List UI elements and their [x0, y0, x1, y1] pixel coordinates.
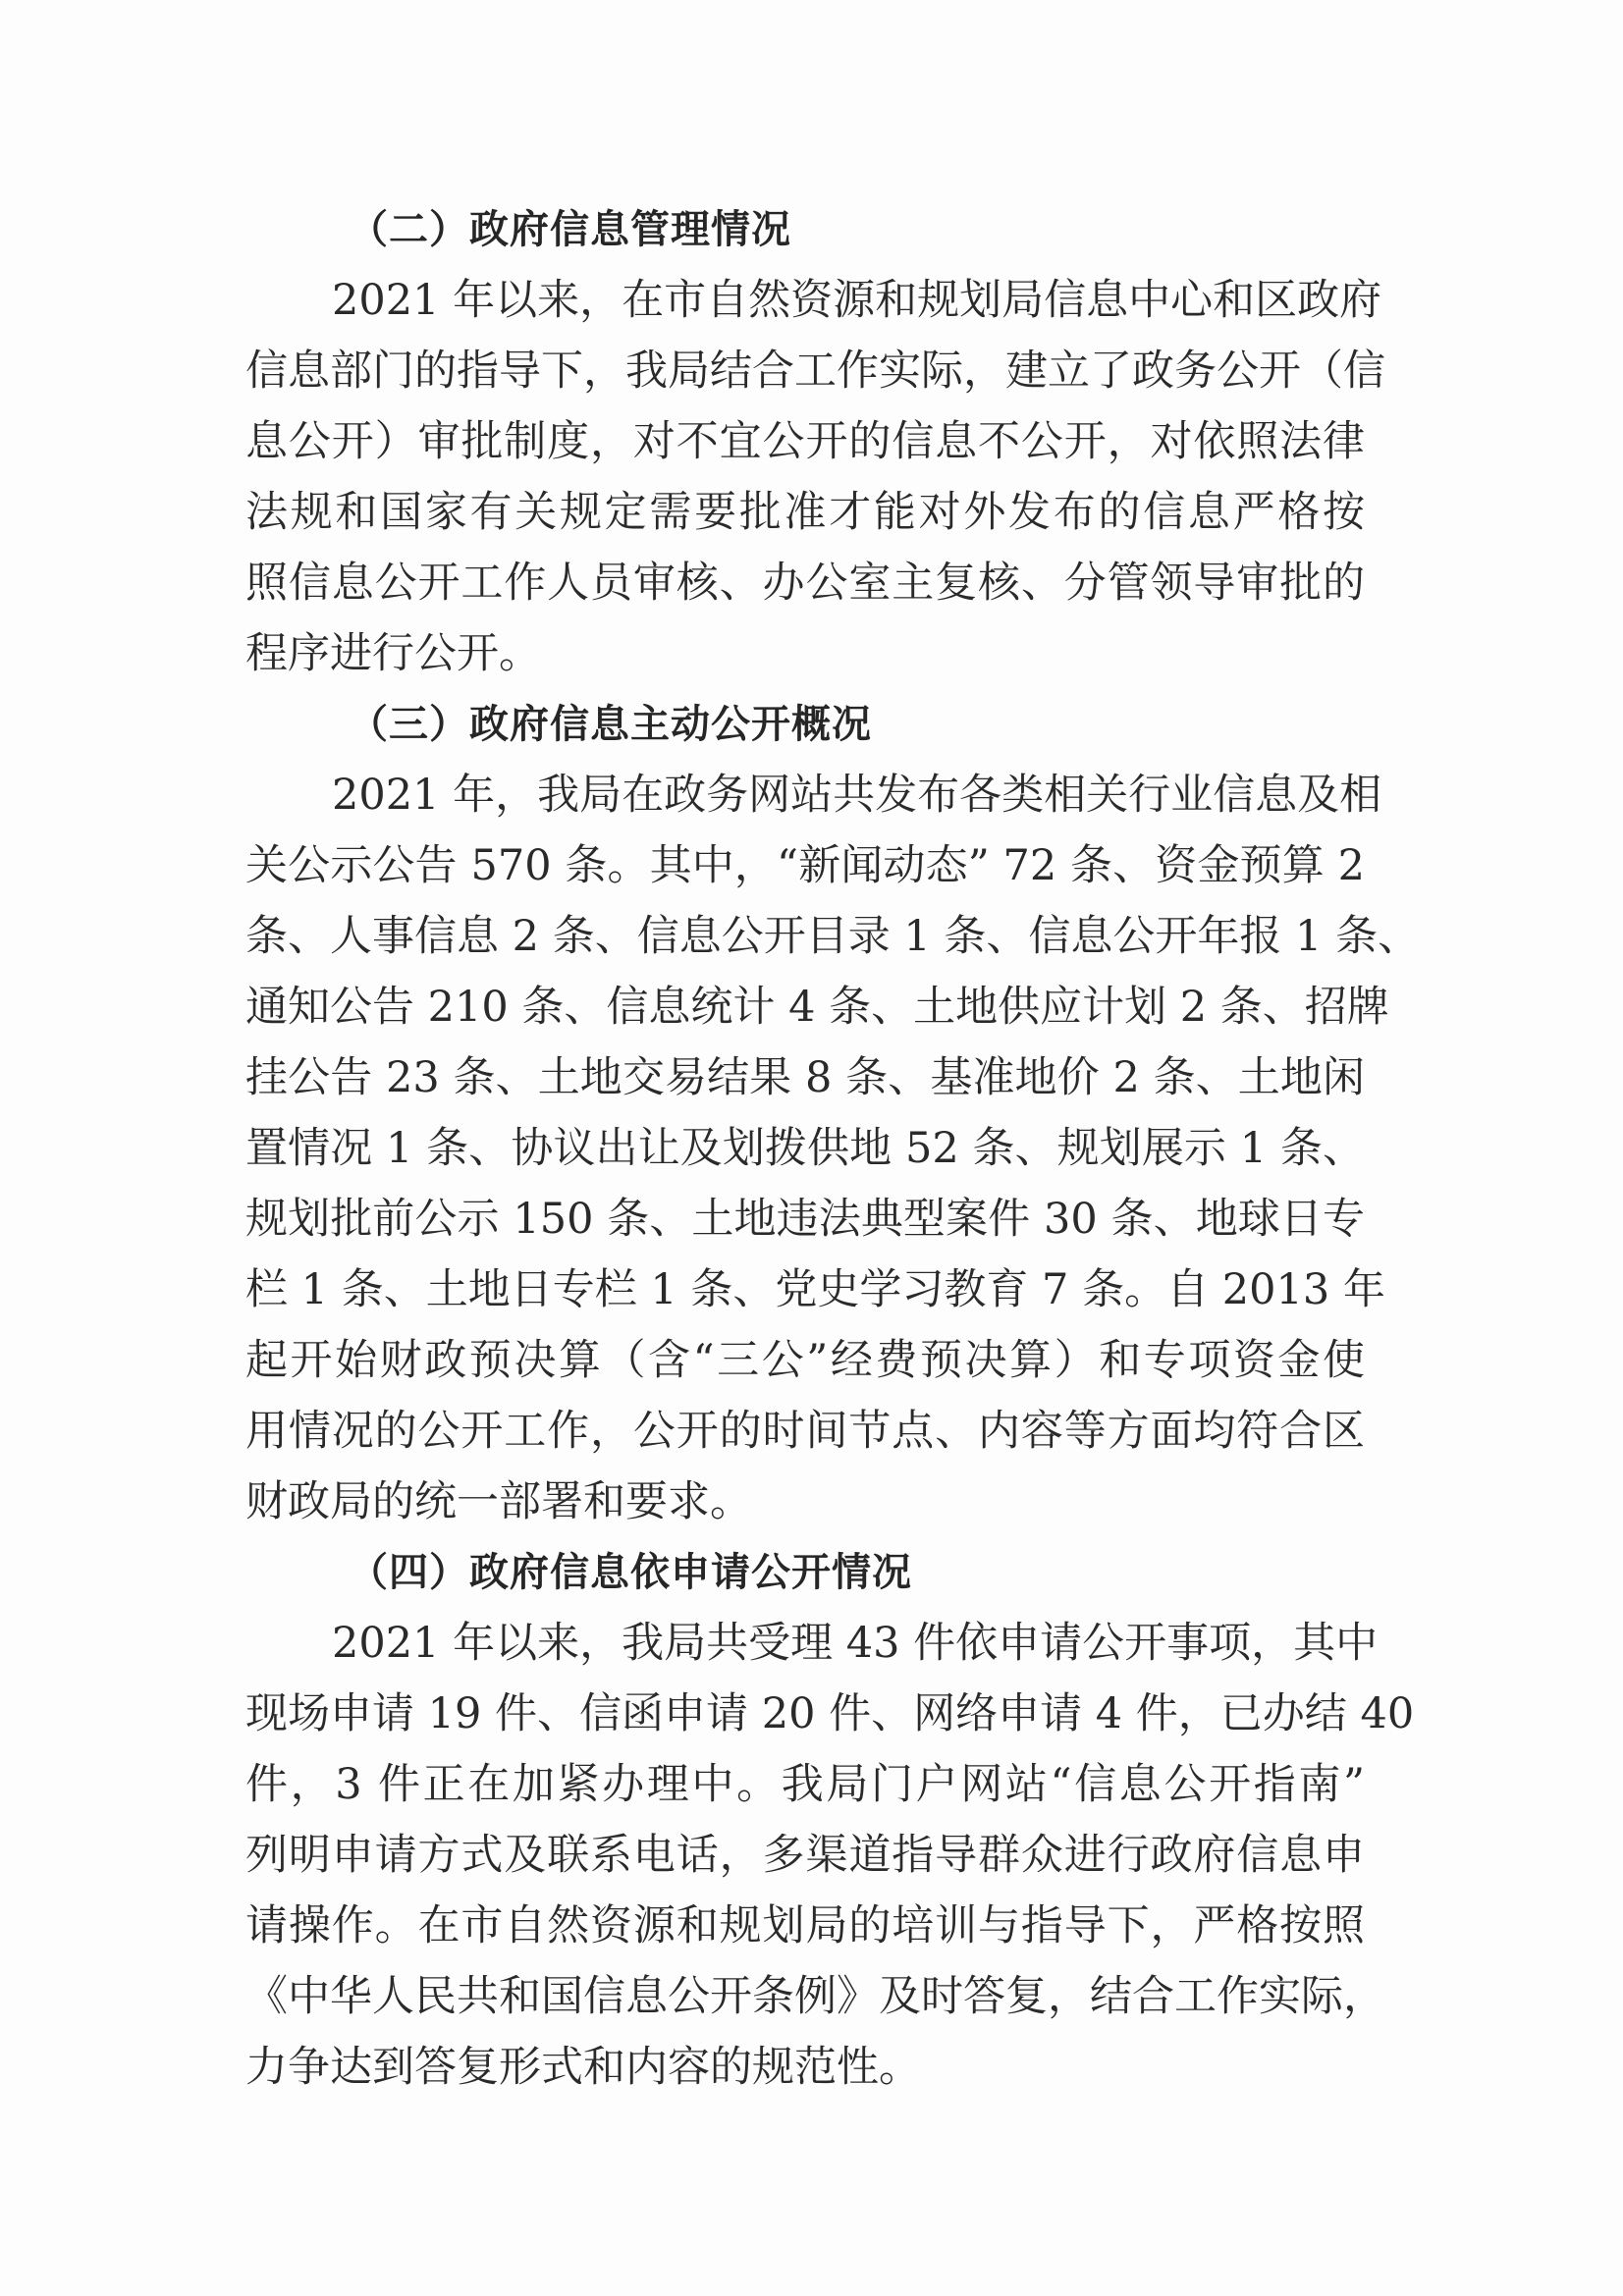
paragraph-line: 力争达到答复形式和内容的规范性。	[245, 2043, 921, 2092]
paragraph-line: 关公示公告 570 条。其中，“新闻动态” 72 条、资金预算 2	[245, 841, 1365, 890]
paragraph-line: 程序进行公开。	[245, 629, 541, 678]
paragraph-line: 息公开）审批制度，对不宜公开的信息不公开，对依照法律	[245, 417, 1365, 466]
document-body	[245, 194, 1421, 2103]
section-heading-active-disclosure: （三）政府信息主动公开概况	[349, 702, 872, 747]
paragraph-line: 现场申请 19 件、信函申请 20 件、网络申请 4 件，已办结 40	[245, 1689, 1415, 1738]
paragraph-line: 通知公告 210 条、信息统计 4 条、土地供应计划 2 条、招牌	[245, 983, 1389, 1032]
section-heading-management: （二）政府信息管理情况	[349, 207, 791, 252]
paragraph-line: 照信息公开工作人员审核、办公室主复核、分管领导审批的	[245, 559, 1365, 608]
paragraph-line: 置情况 1 条、协议出让及划拨供地 52 条、规划展示 1 条、	[245, 1124, 1365, 1173]
paragraph-line: 请操作。在市自然资源和规划局的培训与指导下，严格按照	[245, 1901, 1365, 1950]
paragraph-line: 用情况的公开工作，公开的时间节点、内容等方面均符合区	[245, 1407, 1365, 1456]
paragraph-line: 件，3 件正在加紧办理中。我局门户网站“信息公开指南”	[245, 1760, 1365, 1809]
paragraph-line: 条、人事信息 2 条、信息公开目录 1 条、信息公开年报 1 条、	[245, 912, 1421, 961]
paragraph-line: 挂公告 23 条、土地交易结果 8 条、基准地价 2 条、土地闲	[245, 1053, 1365, 1102]
paragraph-line: 列明申请方式及联系电话，多渠道指导群众进行政府信息申	[245, 1831, 1365, 1880]
paragraph-line: 2021 年以来，我局共受理 43 件依申请公开事项，其中	[332, 1619, 1379, 1668]
paragraph-line: 栏 1 条、土地日专栏 1 条、党史学习教育 7 条。自 2013 年	[245, 1265, 1385, 1314]
paragraph-line: 法规和国家有关规定需要批准才能对外发布的信息严格按	[245, 488, 1365, 537]
paragraph-line: 2021 年以来，在市自然资源和规划局信息中心和区政府	[332, 276, 1382, 325]
section-paragraph-active-disclosure	[245, 760, 1421, 1537]
section-paragraph-application-disclosure	[245, 1608, 1415, 2103]
paragraph-line: 信息部门的指导下，我局结合工作实际，建立了政务公开（信	[245, 347, 1385, 396]
paragraph-line: 2021 年，我局在政务网站共发布各类相关行业信息及相	[332, 771, 1382, 820]
paragraph-line: 规划批前公示 150 条、土地违法典型案件 30 条、地球日专	[245, 1195, 1365, 1244]
paragraph-line: 起开始财政预决算（含“三公”经费预决算）和专项资金使	[245, 1336, 1365, 1385]
paragraph-line: 财政局的统一部署和要求。	[245, 1477, 752, 1526]
section-heading-application-disclosure: （四）政府信息依申请公开情况	[349, 1550, 912, 1595]
paragraph-line: 《中华人民共和国信息公开条例》及时答复，结合工作实际，	[245, 1972, 1385, 2021]
section-paragraph-management	[245, 265, 1385, 689]
